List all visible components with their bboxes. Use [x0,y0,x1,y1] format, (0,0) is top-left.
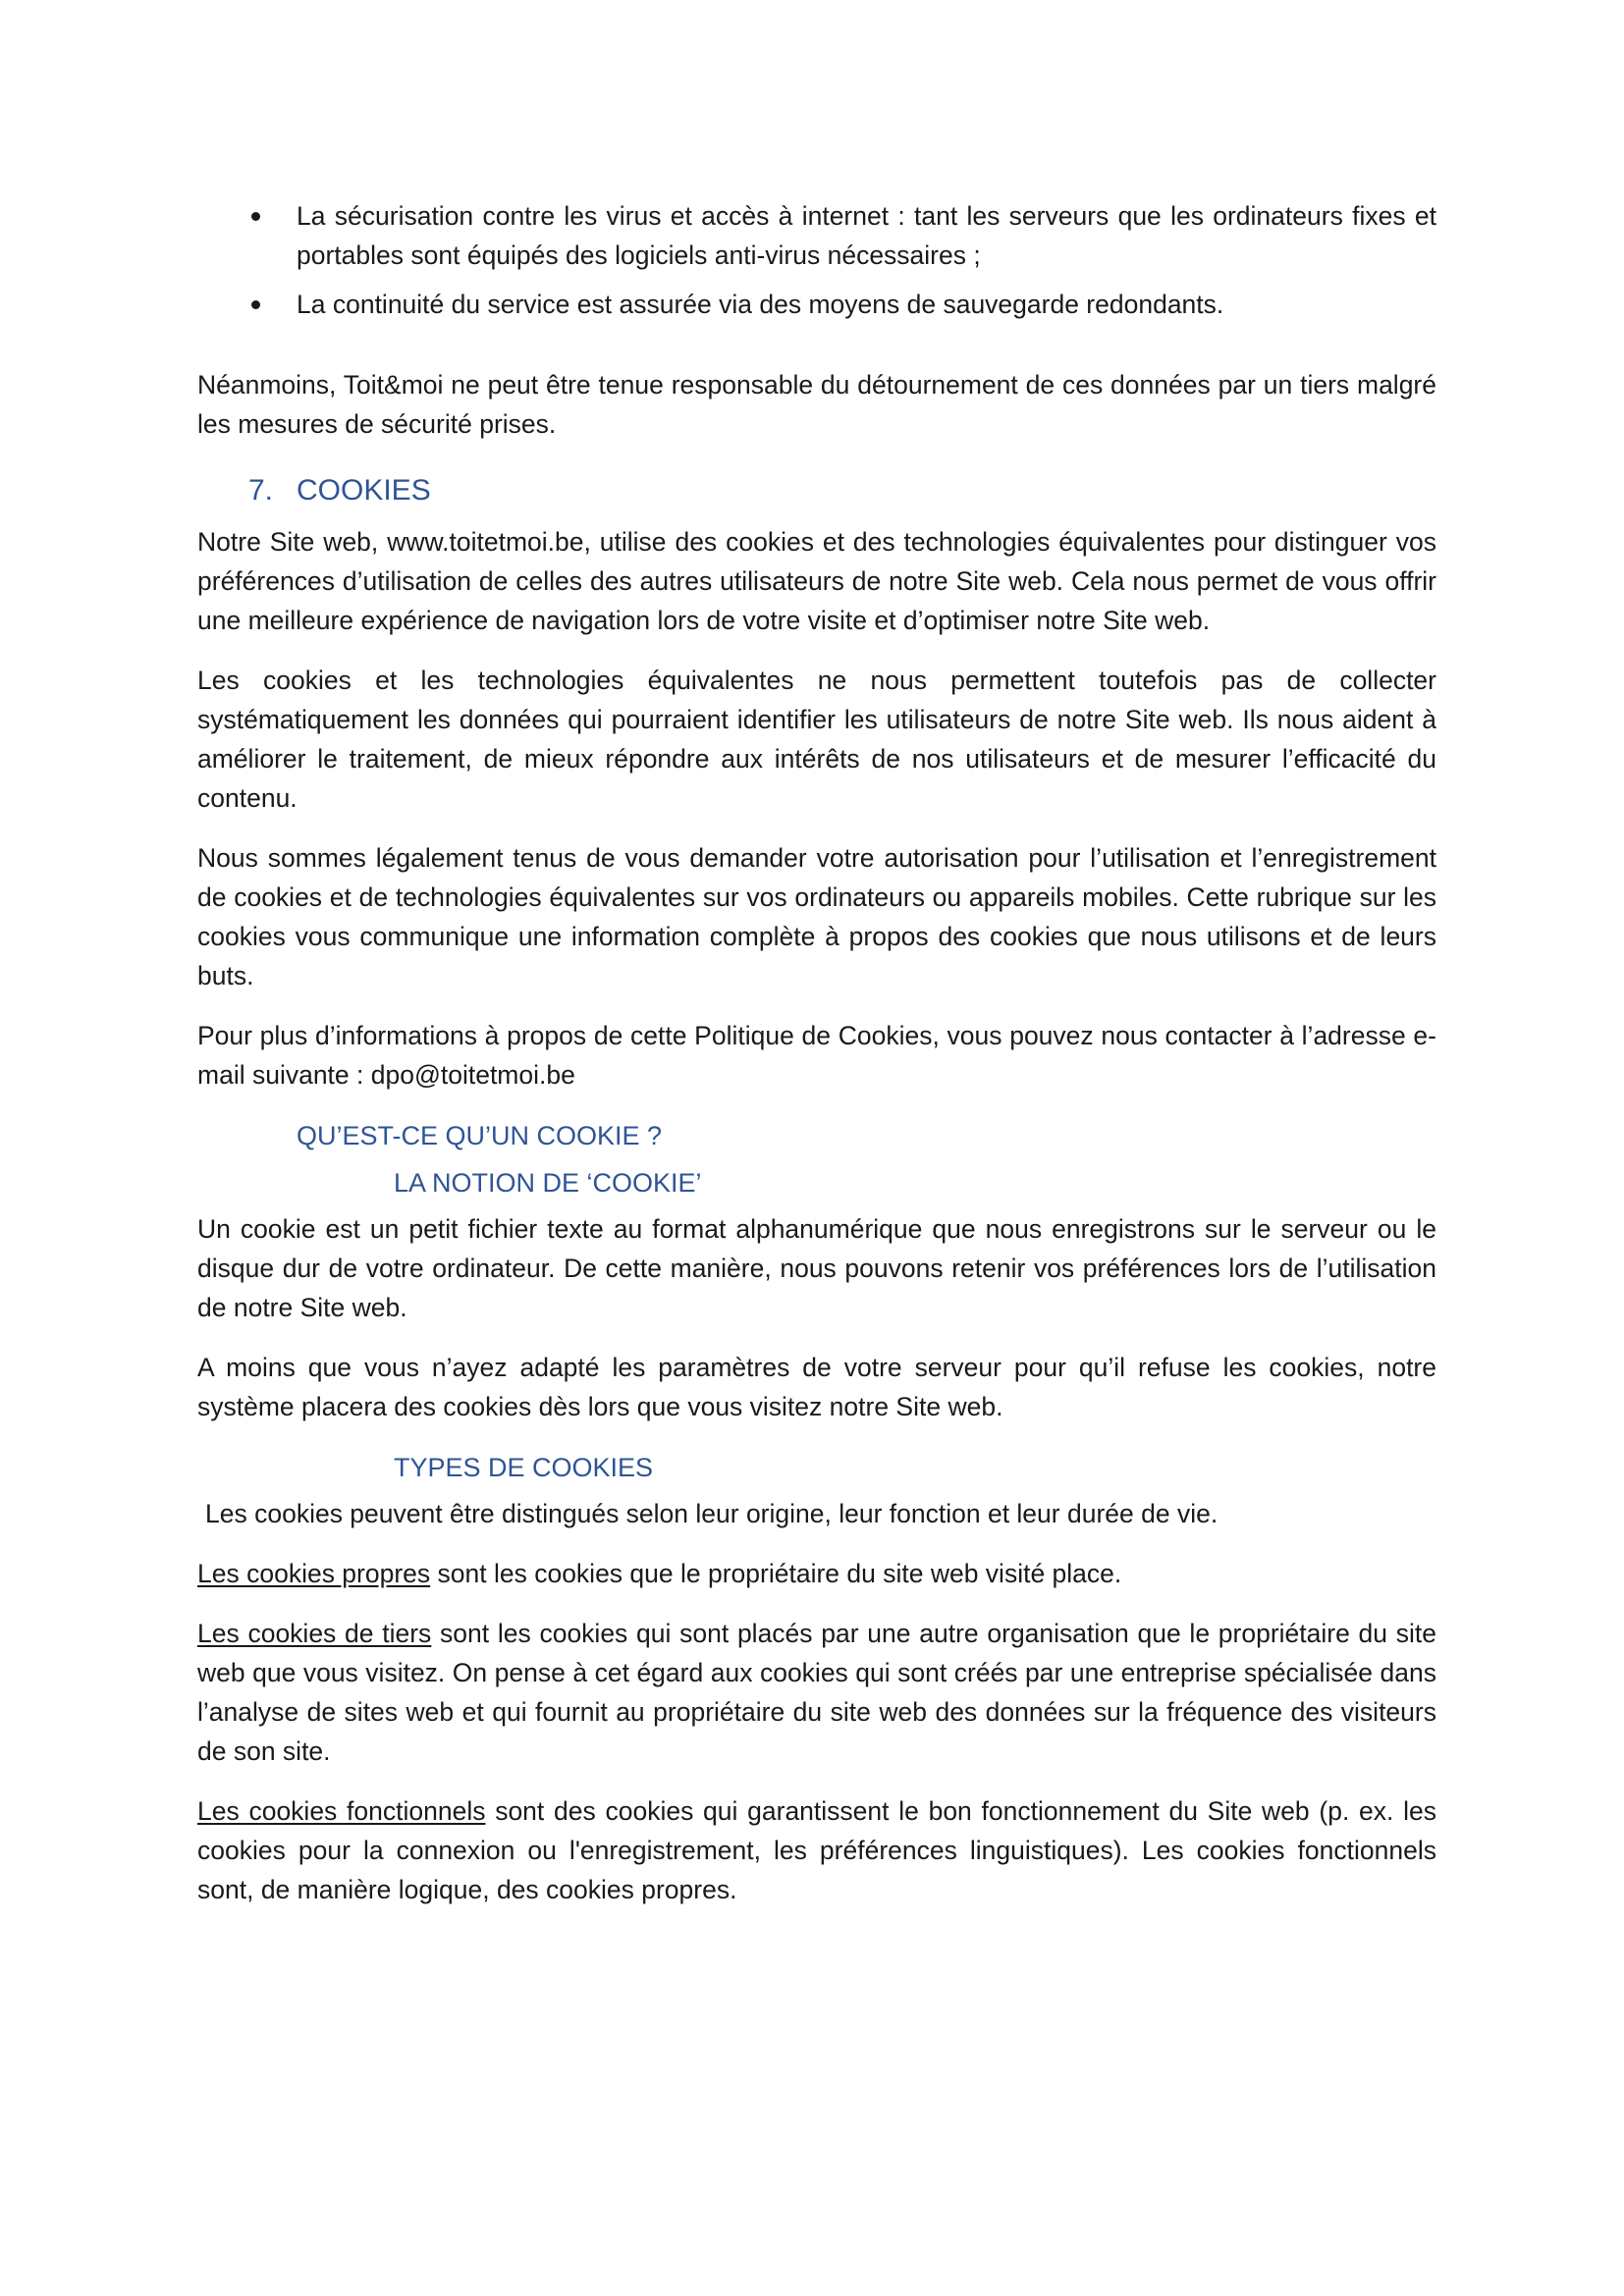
bullet-icon [251,300,260,309]
intro-paragraph: Pour plus d’informations à propos de cette Politique de Cookies, vous pouvez nous contacter à l’adresse e-mail suivante : dpo@toitetmoi.be [197,1021,1436,1090]
section-number: 7. [248,474,274,507]
security-measures-list [197,196,1436,324]
cookie-type-definition [197,1554,1436,1593]
section-title: COOKIES [297,474,431,507]
subsection-heading: QU’EST-CE QU’UN COOKIE ? [297,1121,663,1150]
intro-paragraph: Nous sommes légalement tenus de vous demander votre autorisation pour l’utilisation et l’enregistrement de cookies et de technologies équivalentes sur vos ordinateurs ou appareils mobiles. Cette rubrique sur les cookies vous communique une information complète à propos des cookies que nous utilisons et de leurs buts. [197,843,1436,990]
security-note: Néanmoins, Toit&moi ne peut être tenue responsable du détournement de ces données par un tiers malgré les mesures de sécurité prises. [197,370,1436,439]
cookie-type-definition [197,1791,1436,1909]
cookie-type-term: Les cookies de tiers [197,1619,432,1648]
notion-paragraph: A moins que vous n’ayez adapté les paramètres de votre serveur pour qu’il refuse les cookies, notre système placera des cookies dès lors que vous visitez notre Site web. [197,1353,1436,1421]
cookie-type-text: sont les cookies que le propriétaire du site web visité place. [430,1559,1122,1588]
list-item [197,285,1436,324]
bullet-icon [251,212,260,221]
bullet-text: La sécurisation contre les virus et accès à internet : tant les serveurs que les ordinateurs fixes et portables sont équipés des logiciels anti-virus nécessaires ; [297,201,1436,270]
section-heading [197,469,1436,512]
document-page [197,196,1436,1930]
cookie-type-text: sont des cookies qui garantissent le bon fonctionnement du Site web (p. ex. les cookies pour la connexion ou l'enregistrement, les préférences linguistiques). Les cookies fonctionnels sont, de manière logique, des cookies propres. [197,1796,1437,1904]
notion-paragraph: Un cookie est un petit fichier texte au format alphanumérique que nous enregistrons sur le serveur ou le disque dur de votre ordinateur. De cette manière, nous pouvons retenir vos préférences lors de l’utilisation de notre Site web. [197,1214,1436,1322]
cookie-type-definition [197,1614,1436,1771]
intro-paragraph: Les cookies et les technologies équivalentes ne nous permettent toutefois pas de collecter systématiquement les données qui pourraient identifier les utilisateurs de notre Site web. Ils nous aident à améliorer le traitement, de mieux répondre aux intérêts de nos utilisateurs et de mesurer l’efficacité du contenu. [197,666,1436,813]
types-intro: Les cookies peuvent être distingués selon leur origine, leur fonction et leur durée de vie. [205,1499,1218,1528]
list-item [197,196,1436,275]
notion-heading: LA NOTION DE ‘COOKIE’ [394,1168,702,1198]
intro-paragraph: Notre Site web, www.toitetmoi.be, utilise des cookies et des technologies équivalentes pour distinguer vos préférences d’utilisation de celles des autres utilisateurs de notre Site web. Cela nous permet de vous offrir une meilleure expérience de navigation lors de votre visite et d’optimiser notre Site web. [197,527,1436,635]
cookie-type-term: Les cookies propres [197,1559,431,1588]
cookie-type-term: Les cookies fonctionnels [197,1796,486,1826]
cookie-type-text: sont les cookies qui sont placés par une autre organisation que le propriétaire du site web que vous visitez. On pense à cet égard aux cookies qui sont créés par une entreprise spécialisée dans l’analyse de sites web et qui fournit au propriétaire du site web des données sur la fréquence des visiteurs de son site. [197,1619,1436,1766]
bullet-text: La continuité du service est assurée via des moyens de sauvegarde redondants. [297,290,1224,319]
types-heading: TYPES DE COOKIES [394,1453,654,1482]
